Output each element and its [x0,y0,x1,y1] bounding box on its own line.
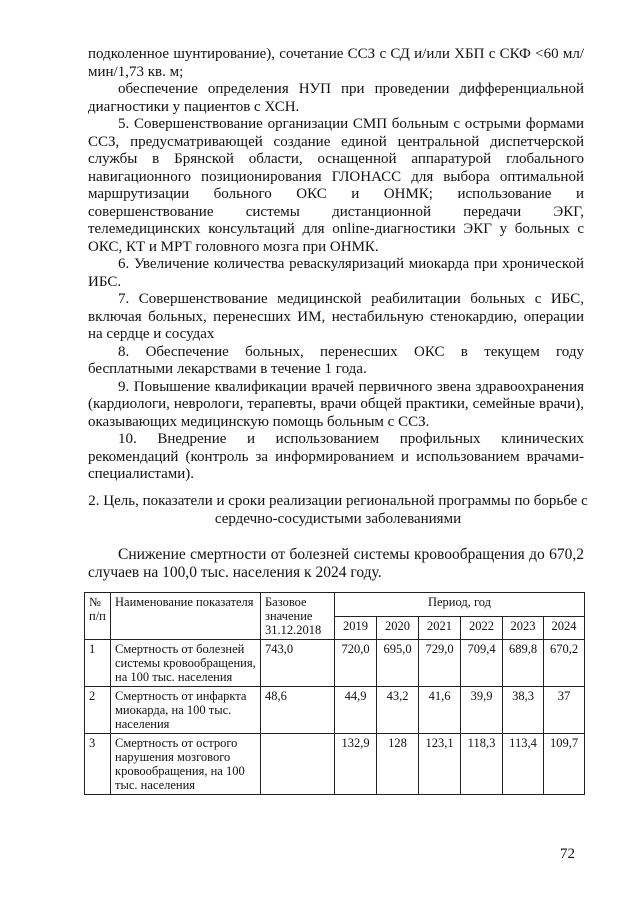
cell-base [261,734,335,795]
col-header-year: 2022 [461,616,503,640]
col-header-year: 2024 [544,616,585,640]
cell-num: 2 [85,687,111,734]
cell-value: 118,3 [461,734,503,795]
cell-value: 41,6 [419,687,461,734]
cell-base: 743,0 [261,640,335,687]
cell-value: 38,3 [503,687,544,734]
paragraph: 7. Совершенствование медицинской реабилитации больных с ИБС, включая больных, перенесших ИМ, нестабильную стенокардию, операции на сердце и сосудах [88,291,584,342]
paragraph: обеспечение определения НУП при проведении дифференциальной диагностики у пациентов с ХСН. [88,81,584,115]
section-intro: Снижение смертности от болезней системы кровообращения до 670,2 случаев на 100,0 тыс. населения к 2024 году. [88,546,584,581]
cell-base: 48,6 [261,687,335,734]
cell-name: Смертность от инфаркта миокарда, на 100 тыс. населения [111,687,261,734]
col-header-year: 2021 [419,616,461,640]
table-header-row [85,593,585,617]
body-text [88,46,584,484]
cell-value: 43,2 [377,687,419,734]
col-header-base: Базовое значение 31.12.2018 [261,593,335,640]
paragraph: 8. Обеспечение больных, перенесших ОКС в текущем году бесплатными лекарствами в течение 1 года. [88,343,584,377]
col-header-year: 2020 [377,616,419,640]
cell-value: 670,2 [544,640,585,687]
table-row [85,734,585,795]
cell-value: 128 [377,734,419,795]
cell-value: 109,7 [544,734,585,795]
col-header-period: Период, год [335,593,585,617]
cell-value: 37 [544,687,585,734]
page-number: 72 [560,846,575,862]
col-header-num: № п/п [85,593,111,640]
col-header-year: 2019 [335,616,377,640]
paragraph: 5. Совершенствование организации СМП больным с острыми формами ССЗ, предусматривающей создание единой центральной диспетчерской службы в Брянской области, оснащенной аппаратурой глобального навигационного позиционирования ГЛОНАСС для выбора оптимальной маршрутизации больного ОКС и ОНМК; использование и совершенствование системы дистанционной передачи ЭКГ, телемедицинских консультаций для online-диагностики ЭКГ у больных с ОКС, КТ и МРТ головного мозга при ОНМК. [88,116,584,255]
paragraph: подколенное шунтирование), сочетание ССЗ с СД и/или ХБП с СКФ <60 мл/мин/1,73 кв. м; [88,46,584,80]
col-header-name: Наименование показателя [111,593,261,640]
section-heading: 2. Цель, показатели и сроки реализации региональной программы по борьбе с сердечно-сосудистыми заболеваниями [88,493,588,527]
cell-value: 132,9 [335,734,377,795]
cell-value: 123,1 [419,734,461,795]
cell-name: Смертность от острого нарушения мозгового кровообращения, на 100 тыс. населения [111,734,261,795]
table-row [85,687,585,734]
cell-value: 689,8 [503,640,544,687]
cell-value: 44,9 [335,687,377,734]
cell-value: 695,0 [377,640,419,687]
table-row [85,640,585,687]
cell-value: 39,9 [461,687,503,734]
col-header-year: 2023 [503,616,544,640]
cell-name: Смертность от болезней системы кровообращения, на 100 тыс. населения [111,640,261,687]
cell-value: 709,4 [461,640,503,687]
paragraph: 9. Повышение квалификации врачей первичного звена здравоохранения (кардиологи, неврологи, терапевты, врачи общей практики, семейные врачи), оказывающих медицинскую помощь больным с ССЗ. [88,378,584,430]
cell-num: 3 [85,734,111,795]
cell-value: 729,0 [419,640,461,687]
cell-value: 113,4 [503,734,544,795]
indicators-table [84,592,585,795]
paragraph: 6. Увеличение количества реваскуляризаций миокарда при хронической ИБС. [88,256,584,290]
cell-value: 720,0 [335,640,377,687]
cell-num: 1 [85,640,111,687]
paragraph: 10. Внедрение и использованием профильных клинических рекомендаций (контроль за информированием и использованием врачами-специалистами). [88,431,584,482]
